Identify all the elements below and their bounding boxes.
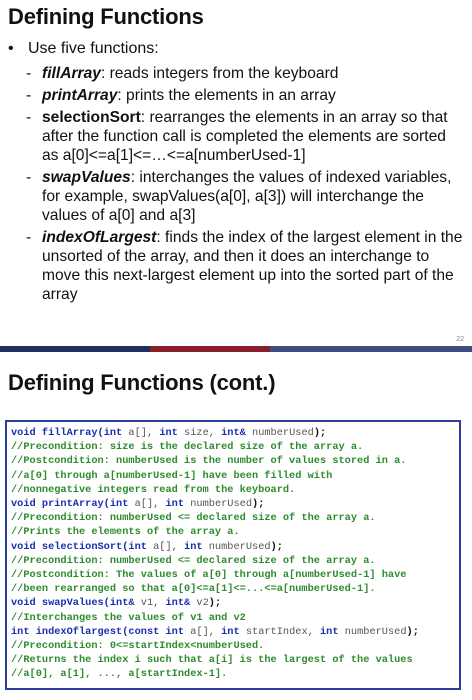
code-token: int [128, 540, 147, 553]
code-token: //been rearranged so that a[0]<=a[1]<=...<=a[numberUsed-1]. [11, 583, 376, 596]
code-token: numberUsed [338, 625, 407, 638]
list-item-text [42, 108, 466, 165]
code-token: //Returns the index i such that a[i] is the largest of the values [11, 654, 413, 667]
code-token: //Postcondition: numberUsed is the number of values stored in a. [11, 455, 407, 468]
code-line [11, 454, 455, 468]
code-token: size, [177, 427, 222, 439]
code-line [11, 554, 455, 568]
bullet-dot-icon: • [8, 40, 14, 57]
function-description: : prints the elements in an array [117, 87, 336, 104]
list-item [26, 168, 466, 225]
code-token: //Precondition: numberUsed <= declared size of the array a. [11, 554, 376, 567]
code-token: int [184, 540, 203, 553]
code-token: void fillArray( [11, 427, 104, 439]
code-token: //a[0] through a[numberUsed-1] have been filled with [11, 469, 333, 482]
code-token: numberUsed [245, 427, 314, 439]
slide-title-cont: Defining Functions (cont.) [8, 370, 276, 395]
bullet-intro [8, 40, 159, 58]
code-line [11, 653, 455, 667]
dash-marker: - [26, 229, 32, 246]
slide-defining-functions [0, 0, 472, 348]
code-token: a[], [128, 498, 166, 511]
code-token: numberUsed [202, 540, 271, 553]
code-line [11, 426, 455, 440]
code-token: const int [128, 625, 185, 638]
function-description: : interchanges the values of indexed variables, for example, swapValues(a[0], a[3]) will interchange the values of a[0] and a[3] [42, 169, 452, 224]
function-name: printArray [42, 87, 118, 104]
slide-defining-functions-cont [0, 360, 472, 700]
code-token: //Precondition: 0<=startIndex<numberUsed. [11, 640, 265, 653]
dash-marker: - [26, 65, 32, 82]
list-item-text [42, 168, 466, 225]
code-token: //Precondition: size is the declared size of the array a. [11, 441, 364, 454]
code-token: a[], [184, 625, 222, 638]
divider-segment-blue [270, 346, 472, 352]
code-token: int [221, 625, 240, 638]
code-token: ); [270, 540, 283, 553]
code-token: //a[0], a[1], ..., a[startIndex-1]. [11, 668, 228, 681]
code-token: ); [208, 597, 222, 610]
slide-title: Defining Functions [8, 4, 204, 29]
code-token: ); [313, 427, 327, 439]
code-line [11, 525, 455, 539]
page-number: 22 [456, 336, 464, 343]
list-item [26, 64, 466, 83]
list-item-text [42, 228, 466, 304]
code-line [11, 511, 455, 525]
code-token: //Postcondition: The values of a[0] through a[numberUsed-1] have [11, 569, 407, 582]
code-token: void selectionSort( [11, 540, 129, 553]
code-line [11, 625, 455, 639]
code-token: a[], [122, 427, 160, 439]
code-box [5, 420, 461, 690]
code-block [11, 426, 455, 682]
code-line [11, 596, 455, 610]
code-token: int& [109, 597, 135, 610]
code-token: //Prints the elements of the array a. [11, 526, 240, 539]
divider-segment-navy [0, 346, 150, 352]
function-name: indexOfLargest [42, 229, 157, 246]
code-line [11, 568, 455, 582]
code-token: startIndex, [239, 625, 320, 638]
code-token: int [109, 498, 129, 511]
code-token: int& [221, 427, 246, 439]
code-token: v2 [190, 597, 209, 610]
code-token: int [159, 427, 178, 439]
function-description: : reads integers from the keyboard [100, 65, 339, 82]
code-token: void swapValues( [11, 597, 110, 610]
code-line [11, 639, 455, 653]
code-token: int [165, 498, 185, 511]
function-name: fillArray [42, 65, 101, 82]
function-description: : rearranges the elements in an array so that after the function call is completed the elements are sorted as a[0]<=a[1]<=…<=a[numberUsed-1] [42, 109, 448, 164]
code-token: a[], [146, 540, 185, 553]
code-line [11, 540, 455, 554]
bullet-text: Use five functions: [28, 40, 159, 57]
list-item-text [42, 86, 466, 105]
dash-marker: - [26, 169, 32, 186]
code-token: v1, [134, 597, 166, 610]
code-line [11, 440, 455, 454]
code-token: //Interchanges the values of v1 and v2 [11, 611, 246, 624]
function-name: swapValues [42, 169, 131, 186]
code-line [11, 469, 455, 483]
code-token: //Precondition: numberUsed <= declared size of the array a. [11, 512, 376, 525]
code-token: ); [252, 498, 265, 511]
code-token: void printArray( [11, 498, 110, 511]
code-line [11, 483, 455, 497]
code-token: int& [165, 597, 191, 610]
dash-marker: - [26, 109, 32, 126]
code-token: int [320, 625, 339, 638]
code-line [11, 582, 455, 596]
code-token: //nonnegative integers read from the keyboard. [11, 483, 296, 496]
list-item [26, 108, 466, 165]
list-item [26, 86, 466, 105]
function-description: : finds the index of the largest element in the unsorted of the array, and then it does an interchange to move this next-largest element up into the sorted part of the array [42, 229, 463, 303]
function-name: selectionSort [42, 109, 141, 126]
code-line [11, 667, 455, 681]
code-token: ); [406, 625, 419, 638]
divider-segment-red [150, 346, 270, 352]
dash-marker: - [26, 87, 32, 104]
code-token: int indexOflargest( [11, 625, 129, 638]
list-item [26, 228, 466, 304]
code-token: numberUsed [184, 498, 253, 511]
code-line [11, 497, 455, 511]
slide-divider [0, 346, 472, 352]
code-line [11, 611, 455, 625]
function-list [26, 64, 466, 307]
list-item-text [42, 64, 466, 83]
code-token: int [103, 427, 123, 439]
